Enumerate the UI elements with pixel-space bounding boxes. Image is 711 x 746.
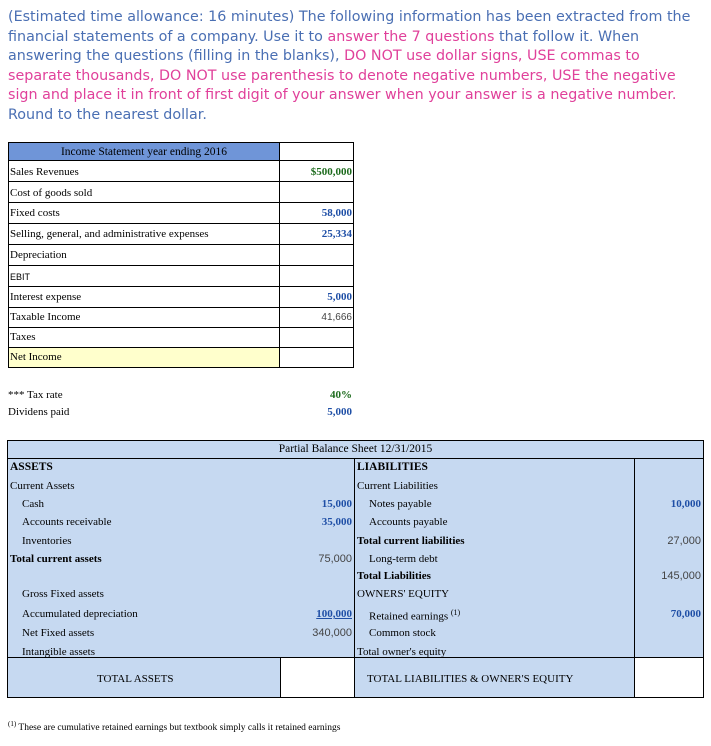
- row-label-taxable-income: Taxable Income: [10, 311, 81, 323]
- total-assets-value-cell: [280, 657, 355, 698]
- cash-label: Cash: [22, 498, 44, 510]
- row-label-interest: Interest expense: [10, 291, 82, 303]
- assets-header: ASSETS: [10, 461, 53, 473]
- intro-highlight-rules: DO NOT use dollar signs, USE commas to separate thousands, DO NOT use parenthesis to denote negative numbers, USE the negative sign and place it in front of first digit of your answer when your answer is a negative number.: [8, 48, 677, 103]
- row-label-fixed-costs: Fixed costs: [10, 207, 60, 219]
- total-liabilities-label: Total Liabilities: [357, 570, 431, 582]
- balance-sheet-background: [7, 440, 704, 698]
- ar-value: 35,000: [321, 516, 352, 528]
- tax-rate-label: *** Tax rate: [8, 389, 63, 401]
- total-le-value-cell: [634, 657, 704, 698]
- current-assets-label: Current Assets: [10, 480, 75, 492]
- row-value-taxable-income: 41,666: [321, 312, 352, 323]
- total-current-liabilities-label: Total current liabilities: [357, 535, 465, 547]
- notes-payable-label: Notes payable: [369, 498, 432, 510]
- dividends-value: 5,000: [327, 406, 352, 418]
- row-label-sales: Sales Revenues: [10, 166, 79, 178]
- owners-equity-header: OWNERS' EQUITY: [357, 588, 450, 600]
- row-label-ebit: EBIT: [10, 272, 31, 282]
- row-value-interest: 5,000: [327, 291, 352, 303]
- row-value-sales: $500,000: [310, 166, 352, 178]
- intangible-label: Intangible assets: [22, 646, 96, 658]
- row-label-taxes: Taxes: [10, 331, 36, 343]
- intro-text-3: that follow it. When answering the questions (filling in the blanks),: [8, 28, 640, 64]
- footnote-text: These are cumulative retained earnings but textbook simply calls it retained earnings: [18, 723, 341, 734]
- tax-rate-value: 40%: [330, 389, 352, 401]
- common-stock-label: Common stock: [369, 627, 436, 639]
- current-liabilities-label: Current Liabilities: [357, 480, 438, 492]
- cash-value: 15,000: [321, 498, 352, 510]
- inventories-label: Inventories: [22, 535, 72, 547]
- footnote-mark: (1): [8, 720, 17, 728]
- liabilities-header: LIABILITIES: [357, 461, 428, 473]
- retained-earnings-label: [369, 608, 460, 623]
- intro-text-1: (Estimated time allowance: 16 minutes) The following information has been extracted from the financial statements of a company. Use it to: [8, 9, 691, 45]
- income-title: Income Statement year ending 2016: [60, 146, 228, 158]
- row-label-depreciation: Depreciation: [10, 249, 67, 261]
- gross-fixed-label: Gross Fixed assets: [22, 588, 104, 600]
- total-current-assets-label: Total current assets: [10, 553, 102, 565]
- retained-earnings-footnote-mark: (1): [450, 608, 461, 617]
- balance-sheet-title: Partial Balance Sheet 12/31/2015: [278, 443, 433, 455]
- retained-earnings-text: Retained earnings: [369, 610, 449, 623]
- accounts-payable-label: Accounts payable: [369, 516, 448, 528]
- total-assets-label: TOTAL ASSETS: [97, 673, 174, 685]
- row-label-cogs: Cost of goods sold: [10, 187, 93, 199]
- tcl-value: 27,000: [667, 535, 701, 547]
- income-title-bar: [8, 142, 280, 161]
- total-le-label: TOTAL LIABILITIES & OWNER'S EQUITY: [367, 673, 574, 685]
- row-value-sga: 25,334: [321, 228, 352, 240]
- acc-dep-label: Accumulated depreciation: [22, 608, 138, 620]
- total-owners-equity-label: Total owner's equity: [357, 646, 447, 658]
- long-term-debt-label: Long-term debt: [369, 553, 438, 565]
- re-value: 70,000: [670, 608, 701, 620]
- tca-value: 75,000: [318, 553, 352, 565]
- acc-dep-value: 100,000: [316, 608, 352, 620]
- intro-text-5: Round to the nearest dollar.: [8, 106, 207, 123]
- row-label-net-income: Net Income: [10, 351, 62, 363]
- instructions-paragraph: [8, 8, 703, 125]
- ar-label: Accounts receivable: [22, 516, 112, 528]
- net-fixed-value: 340,000: [312, 627, 352, 639]
- notes-payable-value: 10,000: [670, 498, 701, 510]
- income-title-blank: [280, 142, 354, 161]
- net-fixed-label: Net Fixed assets: [22, 627, 95, 639]
- dividends-label: Dividens paid: [8, 406, 70, 418]
- net-income-value-cell: [281, 348, 353, 367]
- footnote: [8, 720, 341, 733]
- intro-highlight-questions: answer the 7 questions: [327, 28, 495, 45]
- row-value-fixed-costs: 58,000: [321, 207, 352, 219]
- tl-value: 145,000: [661, 570, 701, 582]
- row-label-sga: Selling, general, and administrative expenses: [10, 228, 209, 240]
